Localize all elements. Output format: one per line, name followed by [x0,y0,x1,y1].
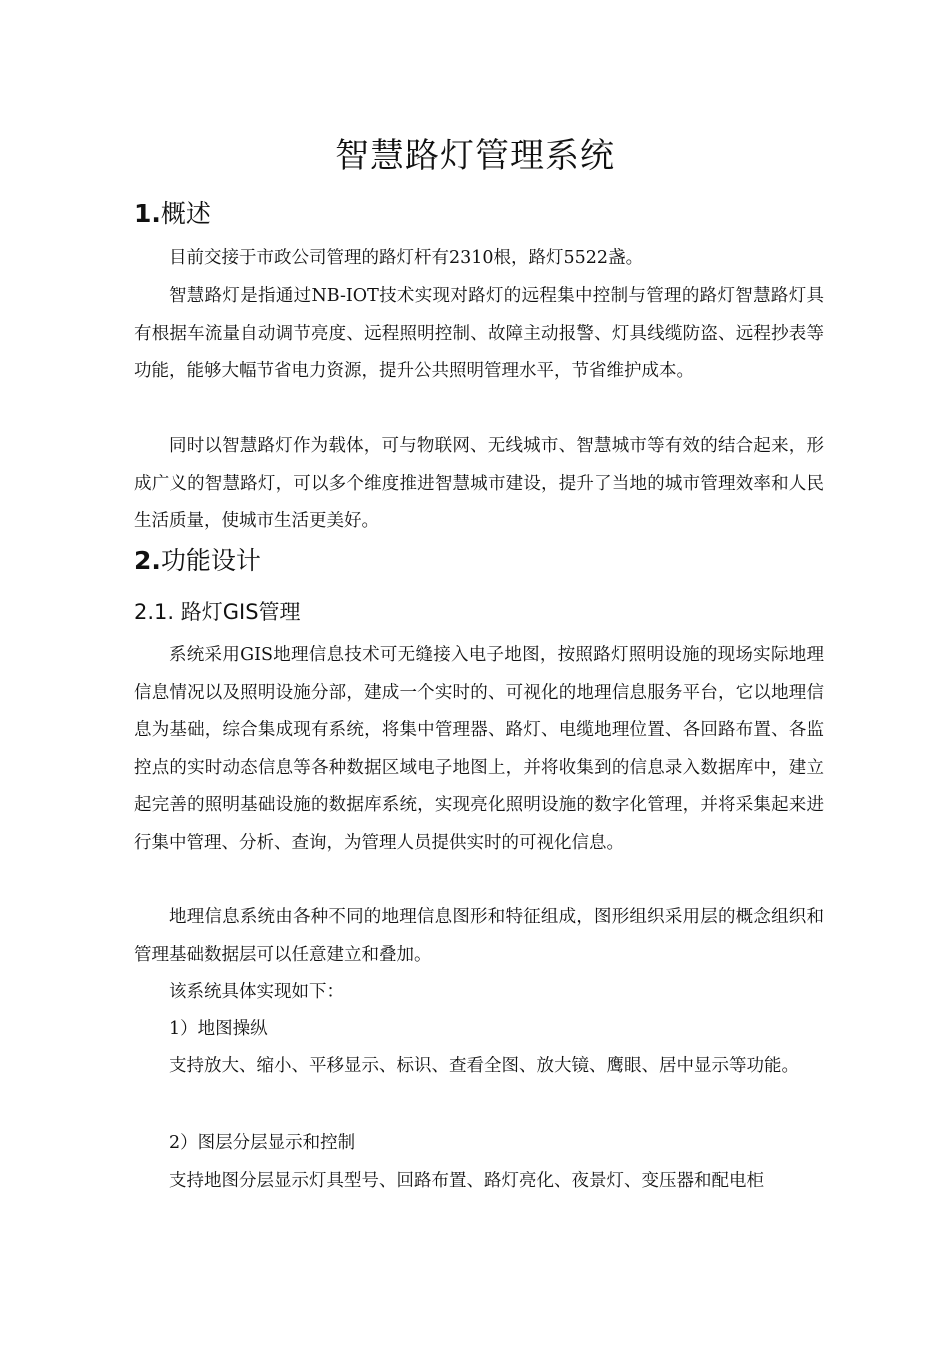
section-heading-overview [134,196,211,232]
section-heading-function-design [134,543,261,579]
section-title: 功能设计 [160,546,261,575]
list-item-map-operation: 1）地图操纵 [169,1019,268,1039]
section-title: 概述 [160,199,211,228]
paragraph-smart-lamp-definition: 智慧路灯是指通过NB-IOT技术实现对路灯的远程集中控制与管理的路灯智慧路灯具有根据车流量自动调节亮度、远程照明控制、故障主动报警、灯具线缆防盗、远程抄表等功能，能够大幅节省电力资源，提升公共照明管理水平，节省维护成本。 [134,286,824,381]
paragraph-smart-city: 同时以智慧路灯作为载体，可与物联网、无线城市、智慧城市等有效的结合起来，形成广义的智慧路灯，可以多个维度推进智慧城市建设，提升了当地的城市管理效率和人民生活质量，使城市生活更美好。 [134,436,824,531]
paragraph-gis-system: 系统采用GIS地理信息技术可无缝接入电子地图，按照路灯照明设施的现场实际地理信息情况以及照明设施分部，建成一个实时的、可视化的地理信息服务平台，它以地理信息为基础，综合集成现有系统，将集中管理器、路灯、电缆地理位置、各回路布置、各监控点的实时动态信息等各种数据区域电子地图上，并将收集到的信息录入数据库中，建立起完善的照明基础设施的数据库系统，实现亮化照明设施的数字化管理，并将采集起来进行集中管理、分析、查询，为管理人员提供实时的可视化信息。 [134,645,824,853]
paragraph-layer-display-details: 支持地图分层显示灯具型号、回路布置、路灯亮化、夜景灯、变压器和配电柜 [169,1171,764,1191]
subsection-heading-gis: 2.1. 路灯GIS管理 [134,600,301,624]
list-item-layer-display: 2）图层分层显示和控制 [169,1133,356,1153]
section-number: 2. [134,546,161,575]
paragraph-inventory: 目前交接于市政公司管理的路灯杆有2310根，路灯5522盏。 [169,248,644,268]
section-number: 1. [134,199,161,228]
paragraph-gis-layers: 地理信息系统由各种不同的地理信息图形和特征组成，图形组织采用层的概念组织和管理基础数据层可以任意建立和叠加。 [134,907,824,965]
document-title: 智慧路灯管理系统 [335,136,615,176]
paragraph-implementation-intro: 该系统具体实现如下： [169,982,344,1002]
paragraph-map-operation-details: 支持放大、缩小、平移显示、标识、查看全图、放大镜、鹰眼、居中显示等功能。 [169,1056,799,1076]
